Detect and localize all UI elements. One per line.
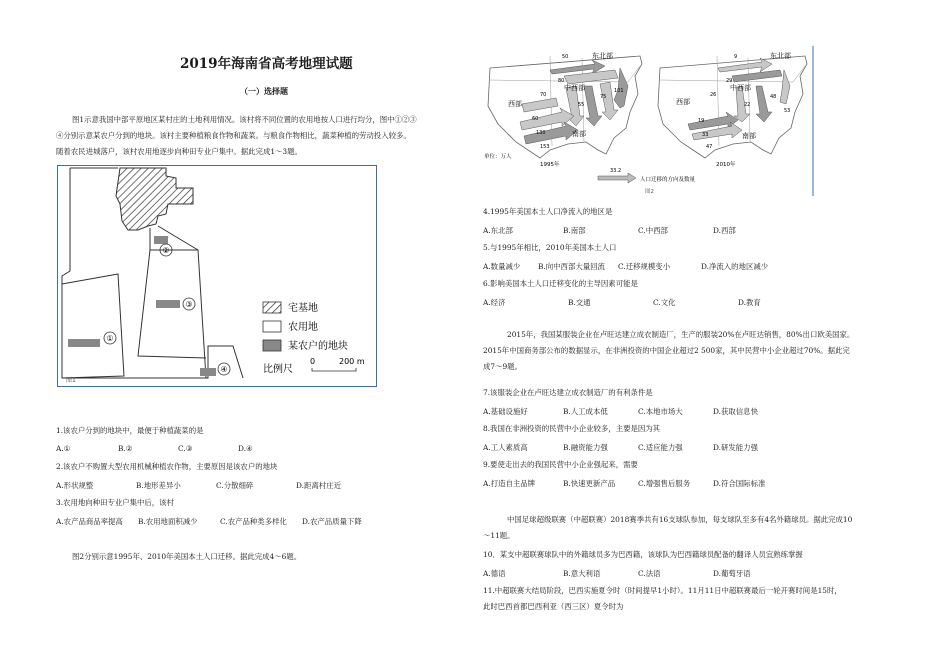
question-5: 5.与1995年相比，2010年美国本土人口 [483, 243, 617, 252]
text-line: 2015年中国商务部公布的数据显示，在非洲投资的中国企业超过2 500家，其中民营中小企业超过70%。据此完 [483, 346, 850, 355]
figure-1-land-use-map [57, 165, 377, 387]
question-9: 9.要使走出去的我国民营中小企业强起来，需要 [483, 460, 638, 469]
option[interactable]: C.文化 [653, 298, 676, 307]
text-line: 11.中超联赛大结局阶段，巴西实施夏令时（时间提早1小时）。11月11日中超联赛最后一轮开赛时间是15时， [483, 586, 842, 595]
residential-area [116, 168, 193, 230]
option[interactable]: B.地形差异小 [136, 481, 181, 490]
legend-label: 农用地 [288, 322, 318, 333]
option[interactable]: A.数量减少 [483, 262, 521, 271]
question-6: 6.影响美国本土人口迁移变化的主导因素可能是 [483, 279, 638, 288]
question-1: 1.该农户分到的地块中，最便于种植蔬菜的是 [56, 426, 204, 435]
plot-1 [68, 339, 100, 347]
intro-paragraph-4 [483, 515, 852, 541]
migration-svg [480, 46, 815, 196]
field-boundary [62, 274, 124, 378]
plot-label-2: ② [162, 246, 170, 255]
option[interactable]: A.形状规整 [56, 481, 94, 490]
option[interactable]: A.经济 [483, 298, 506, 307]
scale-end: 200 m [339, 357, 365, 366]
region-label: 西部 [676, 98, 690, 106]
map-2010 [658, 51, 807, 168]
intro-paragraph-1 [56, 115, 417, 157]
question-8: 8.我国在非洲投资的民营中小企业较多，主要是因为其 [483, 424, 661, 433]
flow-value: 26 [710, 92, 717, 98]
question-4: 4.1995年美国本土人口净流入的地区是 [483, 207, 613, 216]
unit-label: 单位：万人 [484, 154, 512, 160]
legend-value: 33.2 [610, 168, 622, 174]
intro-paragraph-3 [483, 330, 854, 372]
option[interactable]: B.交通 [568, 298, 591, 307]
option[interactable]: D.农产品质量下降 [302, 517, 362, 526]
flow-value: 153 [540, 144, 550, 150]
region-label: 南部 [742, 132, 756, 140]
option[interactable]: A.农产品商品率提高 [56, 517, 123, 526]
year-label: 2010年 [716, 162, 736, 168]
option[interactable]: A.东北部 [483, 226, 513, 235]
option[interactable]: A.打造自主品牌 [483, 479, 536, 488]
scale-bar [312, 368, 356, 371]
region-label: 南部 [572, 130, 586, 138]
option[interactable]: B.南部 [563, 226, 586, 235]
plot-label-4: ④ [220, 365, 228, 374]
text-line: 图1示意我国中部平原地区某村庄的土地利用情况。该村将不同位置的农用地按人口进行均分，图中①②③ [72, 115, 417, 124]
legend-text: 人口迁移的方向及数量 [640, 177, 696, 183]
flow-value: 55 [578, 102, 585, 108]
option[interactable]: D.获取信息快 [713, 407, 758, 416]
text-line: ～11题。 [483, 531, 515, 540]
region-label: 中西部 [730, 84, 751, 92]
option[interactable]: B.② [118, 444, 133, 453]
question-10: 10．某支中超联赛球队中的外籍球员多为巴西籍，该球队为巴西籍球员配备的翻译人员宜熟练掌握 [483, 550, 803, 559]
option[interactable]: D.符合国际标准 [713, 479, 766, 488]
flow-value: 53 [784, 108, 791, 114]
figure-2-us-migration [480, 46, 815, 196]
option[interactable]: C.迁移规模变小 [618, 262, 671, 271]
option[interactable]: A.基础设施好 [483, 407, 528, 416]
plot-label-3: ③ [185, 300, 193, 309]
question-3: 3.农用地向种田专业户集中后，该村 [56, 498, 174, 507]
plot-2 [154, 236, 168, 244]
option[interactable]: D.④ [238, 444, 253, 453]
legend-arrow [598, 173, 636, 183]
flow-value: 9 [734, 54, 738, 60]
region-label: 西部 [508, 100, 522, 108]
option[interactable]: D.西部 [713, 226, 736, 235]
region-label: 东北部 [770, 52, 791, 60]
legend-swatch-farmland [263, 321, 281, 332]
text-line: 中国足球超级联赛（中超联赛）2018赛季共有16支球队参加，每支球队至多有4名外籍球员。据此完成10 [507, 515, 853, 524]
plot-3 [156, 300, 180, 308]
region-label: 东北部 [592, 52, 613, 60]
figure-caption: 图1 [66, 377, 76, 384]
scale-start: 0 [310, 357, 316, 366]
option[interactable]: D.葡萄牙语 [713, 569, 751, 578]
flow-value: 80 [558, 78, 565, 84]
option[interactable]: C.增强售后服务 [638, 479, 691, 488]
option[interactable]: B.农用地面积减少 [138, 517, 198, 526]
legend-swatch-plot [263, 340, 281, 351]
option[interactable]: D.研发能力强 [713, 443, 758, 452]
intro-paragraph-2: 图2分别示意1995年、2010年美国本土人口迁移。据此完成4～6题。 [72, 552, 302, 561]
option[interactable]: B.意大利语 [563, 569, 601, 578]
option[interactable]: A.① [56, 444, 71, 453]
option[interactable]: A.工人素质高 [483, 443, 528, 452]
flow-value: 130 [536, 130, 546, 136]
option[interactable]: B.向中西部大量回流 [538, 262, 605, 271]
option[interactable]: D.距离村庄近 [296, 481, 341, 490]
legend-label: 某农户的地块 [288, 341, 348, 352]
question-2: 2.该农户不购置大型农用机械种植农作物，主要原因是该农户的地块 [56, 462, 278, 471]
text-line: 随着农民进城落户，该村农用地逐步向种田专业户集中。据此完成1～3题。 [56, 147, 302, 156]
option[interactable]: C.分散细碎 [216, 481, 254, 490]
flow-value: 19 [698, 118, 705, 124]
map-1995 [484, 51, 642, 168]
option[interactable]: C.适应能力强 [638, 443, 683, 452]
scale-label: 比例尺 [263, 364, 293, 375]
option[interactable]: C.③ [178, 444, 193, 453]
option[interactable]: C.本地市场大 [638, 407, 683, 416]
text-line: 2015年，我国某服装企业在卢旺达建立成衣制造厂，生产的服装20%在卢旺达销售，80%出口欧美国家。 [507, 330, 855, 339]
option[interactable]: B.快速更新产品 [563, 479, 616, 488]
legend-label: 宅基地 [288, 303, 318, 314]
option[interactable]: C.农产品种类多样化 [220, 517, 287, 526]
flow-value: 75 [600, 94, 607, 100]
option[interactable]: B.融资能力强 [563, 443, 608, 452]
section-heading: （一）选择题 [240, 86, 288, 96]
figure-caption: 图2 [645, 189, 654, 195]
flow-value: 50 [562, 54, 569, 60]
text-line: 成7～9题。 [483, 362, 522, 371]
flow-value: 101 [614, 88, 624, 94]
flow-value: 70 [540, 92, 547, 98]
option[interactable]: C.中西部 [638, 226, 668, 235]
question-7: 7.该服装企业在卢旺达建立成衣制造厂的有利条件是 [483, 388, 653, 397]
flow-value: 22 [744, 102, 751, 108]
flow-value: 48 [770, 94, 777, 100]
flow-value: 47 [706, 144, 713, 150]
option[interactable]: C.法语 [638, 569, 661, 578]
plot-label-1: ① [106, 334, 114, 343]
year-label: 1995年 [540, 162, 560, 168]
flow-value: 60 [532, 116, 539, 122]
flow-value: 29 [726, 78, 733, 84]
legend-swatch-residential [263, 302, 281, 313]
land-use-svg [58, 166, 376, 386]
flow-value: 33 [702, 132, 709, 138]
plot-4 [200, 368, 216, 376]
text-line: 此时巴西首都巴西利亚（西三区）夏令时为 [483, 602, 624, 611]
paper-title: 2019年海南省高考地理试题 [180, 56, 353, 72]
question-11 [483, 586, 842, 612]
text-line: ④分别示意某农户分到的地块。该村主要种植粮食作物和蔬菜。与粮食作物相比，蔬菜种植的劳动投入较多。 [56, 131, 411, 140]
option[interactable]: B.人工成本低 [563, 407, 608, 416]
option[interactable]: A.德语 [483, 569, 506, 578]
region-label: 中西部 [564, 84, 585, 92]
option[interactable]: D.净流入的地区减少 [701, 262, 769, 271]
option[interactable]: D.教育 [738, 298, 761, 307]
